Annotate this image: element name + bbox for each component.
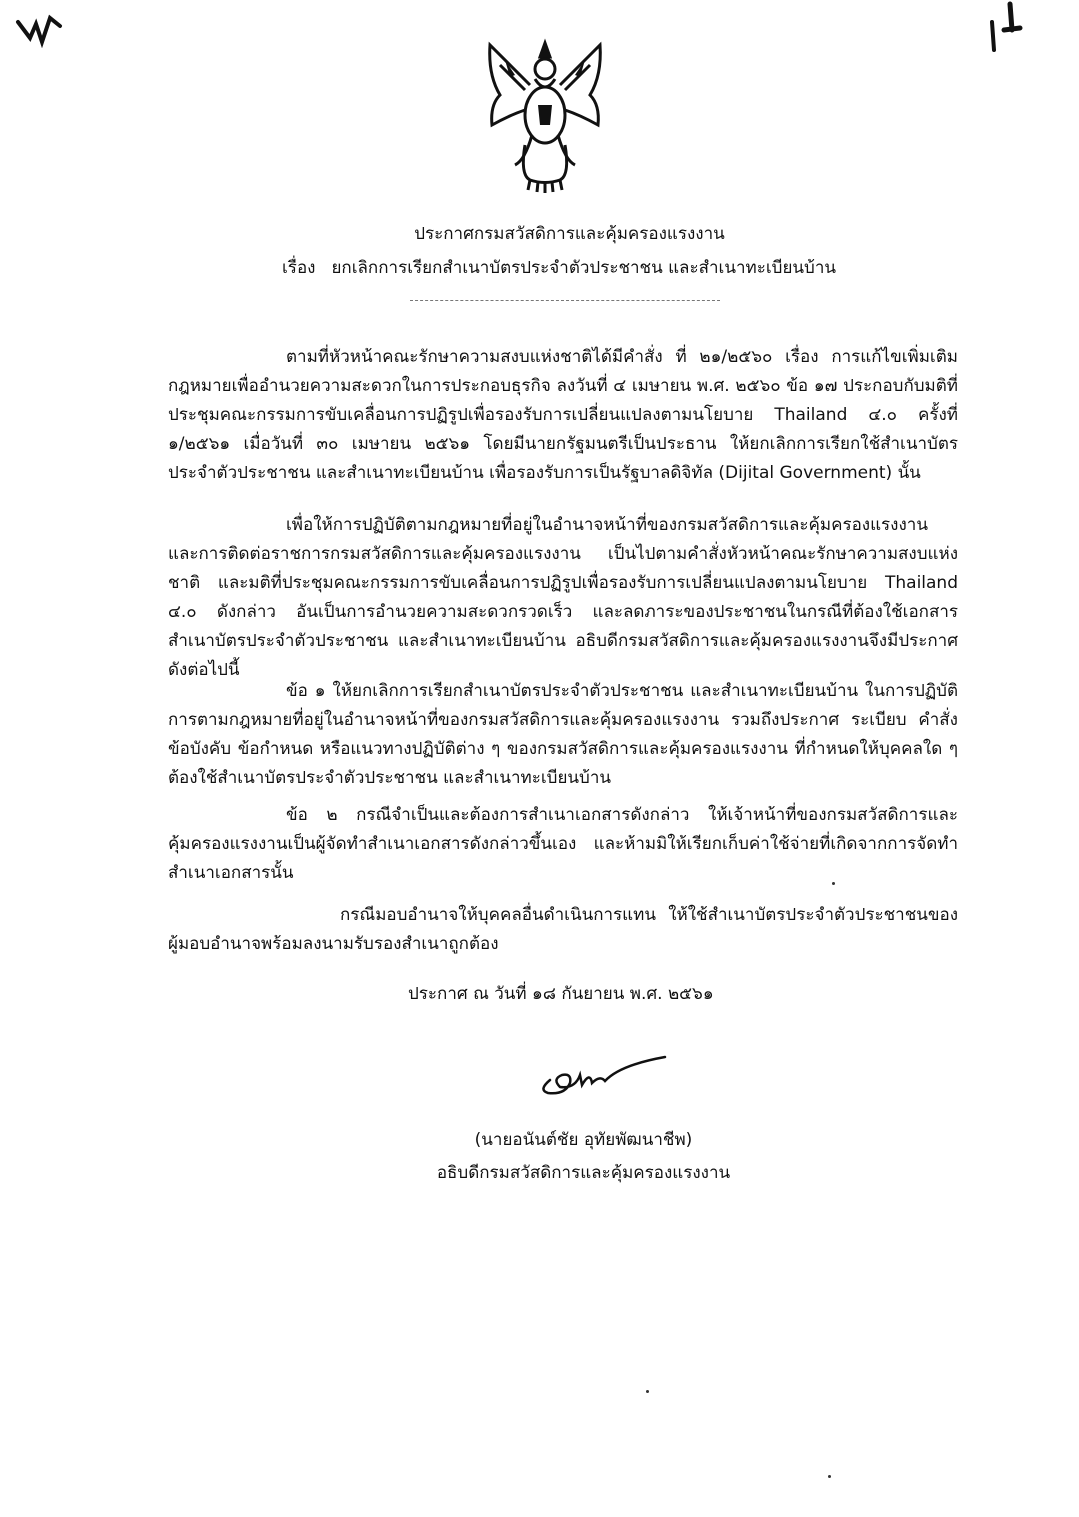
garuda-emblem-icon — [470, 35, 620, 195]
clause-2 — [168, 801, 958, 888]
signer-block — [0, 1126, 1079, 1186]
paragraph-proxy — [168, 901, 958, 959]
signer-position: อธิบดีกรมสวัสดิการและคุ้มครองแรงงาน — [436, 1163, 731, 1183]
announcement-title: ประกาศกรมสวัสดิการและคุ้มครองแรงงาน — [414, 224, 725, 244]
paragraph-2-text: เพื่อให้การปฏิบัติตามกฎหมายที่อยู่ในอำนาจหน้าที่ของกรมสวัสดิการและคุ้มครองแรงงาน และการติดต่อราชการกรมสวัสดิการและคุ้มครองแรงงาน เป็นไปตามคำสั่งหัวหน้าคณะรักษาความสงบแห่งชาติ และมติที่ประชุมคณะกรรมการขับเคลื่อนการปฏิรูปเพื่อรองรับการเปลี่ยนแปลงตามนโยบาย Thailand ๔.๐ ดังกล่าว อันเป็นการอำนวยความสะดวกรวดเร็ว และลดภาระของประชาชนในกรณีที่ต้องใช้เอกสารสำเนาบัตรประจำตัวประชาชน และสำเนาทะเบียนบ้าน อธิบดีกรมสวัสดิการและคุ้มครองแรงงานจึงมีประกาศ ดังต่อไปนี้ — [168, 515, 958, 680]
handwritten-signature — [530, 1045, 670, 1100]
signer-name: (นายอนันต์ชัย อุทัยพัฒนาชีพ) — [474, 1130, 693, 1150]
paragraph-1-text: ตามที่หัวหน้าคณะรักษาความสงบแห่งชาติได้มีคำสั่ง ที่ ๒๑/๒๕๖๐ เรื่อง การแก้ไขเพิ่มเติมกฎหมายเพื่ออำนวยความสะดวกในการประกอบธุรกิจ ลงวันที่ ๔ เมษายน พ.ศ. ๒๕๖๐ ข้อ ๑๗ ประกอบกับมติที่ประชุมคณะกรรมการขับเคลื่อนการปฏิรูปเพื่อรองรับการเปลี่ยนแปลงตามนโยบาย Thailand ๔.๐ ครั้งที่ ๑/๒๕๖๑ เมื่อวันที่ ๓๐ เมษายน ๒๕๖๑ โดยมีนายกรัฐมนตรีเป็นประธาน ให้ยกเลิกการเรียกใช้สำเนาบัตรประจำตัวประชาชน และสำเนาทะเบียนบ้าน เพื่อรองรับการเป็นรัฐบาลดิจิทัล (Dijital Government) นั้น — [168, 347, 958, 483]
clause-1-text: ข้อ ๑ ให้ยกเลิกการเรียกสำเนาบัตรประจำตัวประชาชน และสำเนาทะเบียนบ้าน ในการปฏิบัติการตามกฎหมายที่อยู่ในอำนาจหน้าที่ของกรมสวัสดิการและคุ้มครองแรงงาน รวมถึงประกาศ ระเบียบ คำสั่ง ข้อบังคับ ข้อกำหนด หรือแนวทางปฏิบัติต่าง ๆ ของกรมสวัสดิการและคุ้มครองแรงงาน ที่กำหนดให้บุคคลใด ๆ ต้องใช้สำเนาบัตรประจำตัวประชาชน และสำเนาทะเบียนบ้าน — [168, 681, 958, 788]
paragraph-proxy-text: กรณีมอบอำนาจให้บุคคลอื่นดำเนินการแทน ให้ใช้สำเนาบัตรประจำตัวประชาชนของผู้มอบอำนาจพร้อมลงนามรับรองสำเนาถูกต้อง — [168, 905, 958, 954]
speck — [646, 1390, 649, 1393]
handwritten-mark-left — [14, 8, 64, 48]
speck — [828, 1475, 831, 1478]
clause-2-text: ข้อ ๒ กรณีจำเป็นและต้องการสำเนาเอกสารดังกล่าว ให้เจ้าหน้าที่ของกรมสวัสดิการและคุ้มครองแรงงานเป็นผู้จัดทำสำเนาเอกสารดังกล่าวขึ้นเอง และห้ามมิให้เรียกเก็บค่าใช้จ่ายที่เกิดจากการจัดทำสำเนาเอกสารนั้น — [168, 805, 958, 883]
announcement-date: ประกาศ ณ วันที่ ๑๘ กันยายน พ.ศ. ๒๕๖๑ — [408, 984, 714, 1004]
paragraph-2 — [168, 511, 958, 685]
speck — [832, 882, 835, 885]
paragraph-1 — [168, 343, 958, 488]
subject-label: เรื่อง — [282, 258, 316, 278]
divider — [410, 300, 720, 301]
subject-line — [282, 254, 836, 281]
clause-1 — [168, 677, 958, 793]
subject-text: ยกเลิกการเรียกสำเนาบัตรประจำตัวประชาชน และสำเนาทะเบียนบ้าน — [331, 258, 836, 278]
handwritten-mark-right — [982, 0, 1032, 55]
